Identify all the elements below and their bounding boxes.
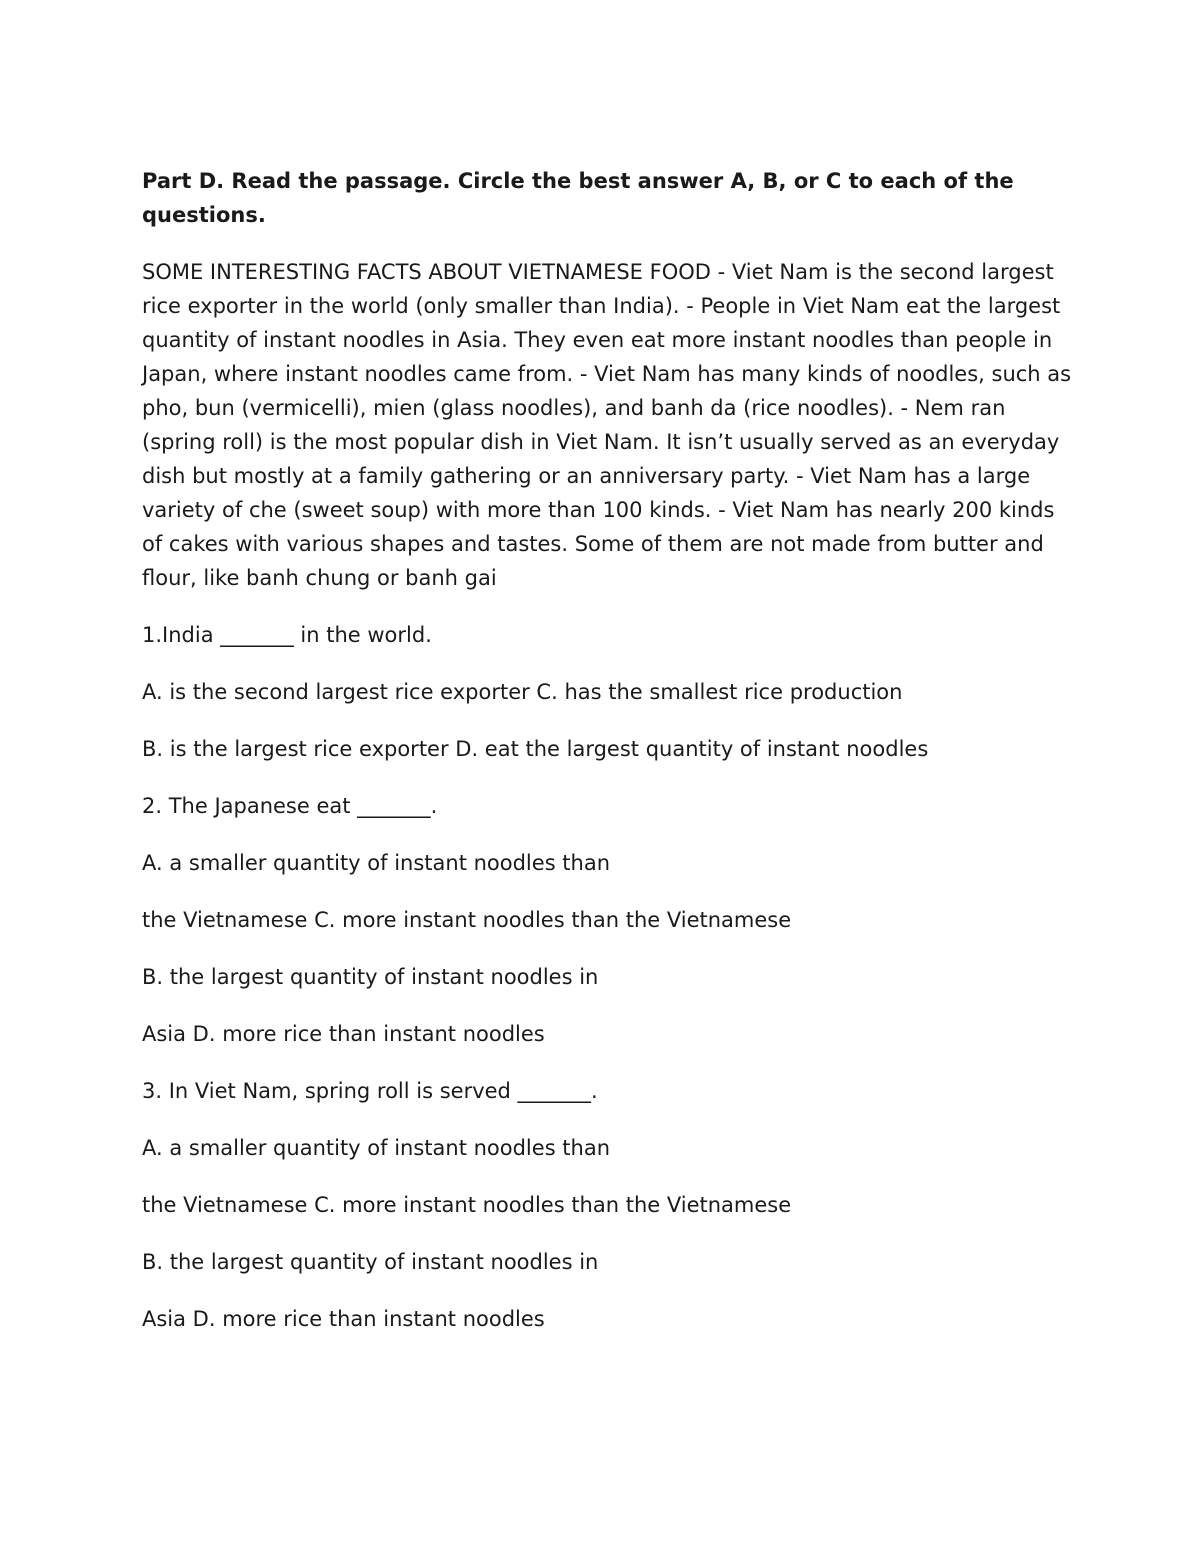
question-2-option-a-c: the Vietnamese C. more instant noodles than the Vietnamese [142, 908, 792, 932]
question-2-option-b-d: Asia D. more rice than instant noodles [142, 1022, 545, 1046]
question-2-option-a: A. a smaller quantity of instant noodles than [142, 851, 611, 875]
reading-passage: SOME INTERESTING FACTS ABOUT VIETNAMESE FOOD - Viet Nam is the second largest rice exporter in the world (only smaller than India). - People in Viet Nam eat the largest quantity of instant noodles in Asia. They even eat more instant noodles than people in Japan, where instant noodles came from. - Viet Nam has many kinds of noodles, such as pho, bun (vermicelli), mien (glass noodles), and banh da (rice noodles). - Nem ran (spring roll) is the most popular dish in Viet Nam. It isn’t usually served as an everyday dish but mostly at a family gathering or an anniversary party. - Viet Nam has a large variety of che (sweet soup) with more than 100 kinds. - Viet Nam has nearly 200 kinds of cakes with various shapes and tastes. Some of them are not made from butter and flour, like banh chung or banh gai [142, 260, 1072, 590]
question-1-options-a-c: A. is the second largest rice exporter C. has the smallest rice production [142, 680, 903, 704]
worksheet-page [142, 164, 1072, 1336]
question-3: 3. In Viet Nam, spring roll is served _______. [142, 1079, 598, 1103]
instructions-heading: Part D. Read the passage. Circle the best answer A, B, or C to each of the questions. [142, 169, 1014, 227]
question-2-option-b: B. the largest quantity of instant noodles in [142, 965, 599, 989]
question-3-option-b-d: Asia D. more rice than instant noodles [142, 1307, 545, 1331]
question-1-options-b-d: B. is the largest rice exporter D. eat the largest quantity of instant noodles [142, 737, 929, 761]
question-3-option-a: A. a smaller quantity of instant noodles than [142, 1136, 611, 1160]
question-1: 1.India _______ in the world. [142, 623, 432, 647]
question-3-option-b: B. the largest quantity of instant noodles in [142, 1250, 599, 1274]
question-3-option-a-c: the Vietnamese C. more instant noodles than the Vietnamese [142, 1193, 792, 1217]
question-2: 2. The Japanese eat _______. [142, 794, 438, 818]
